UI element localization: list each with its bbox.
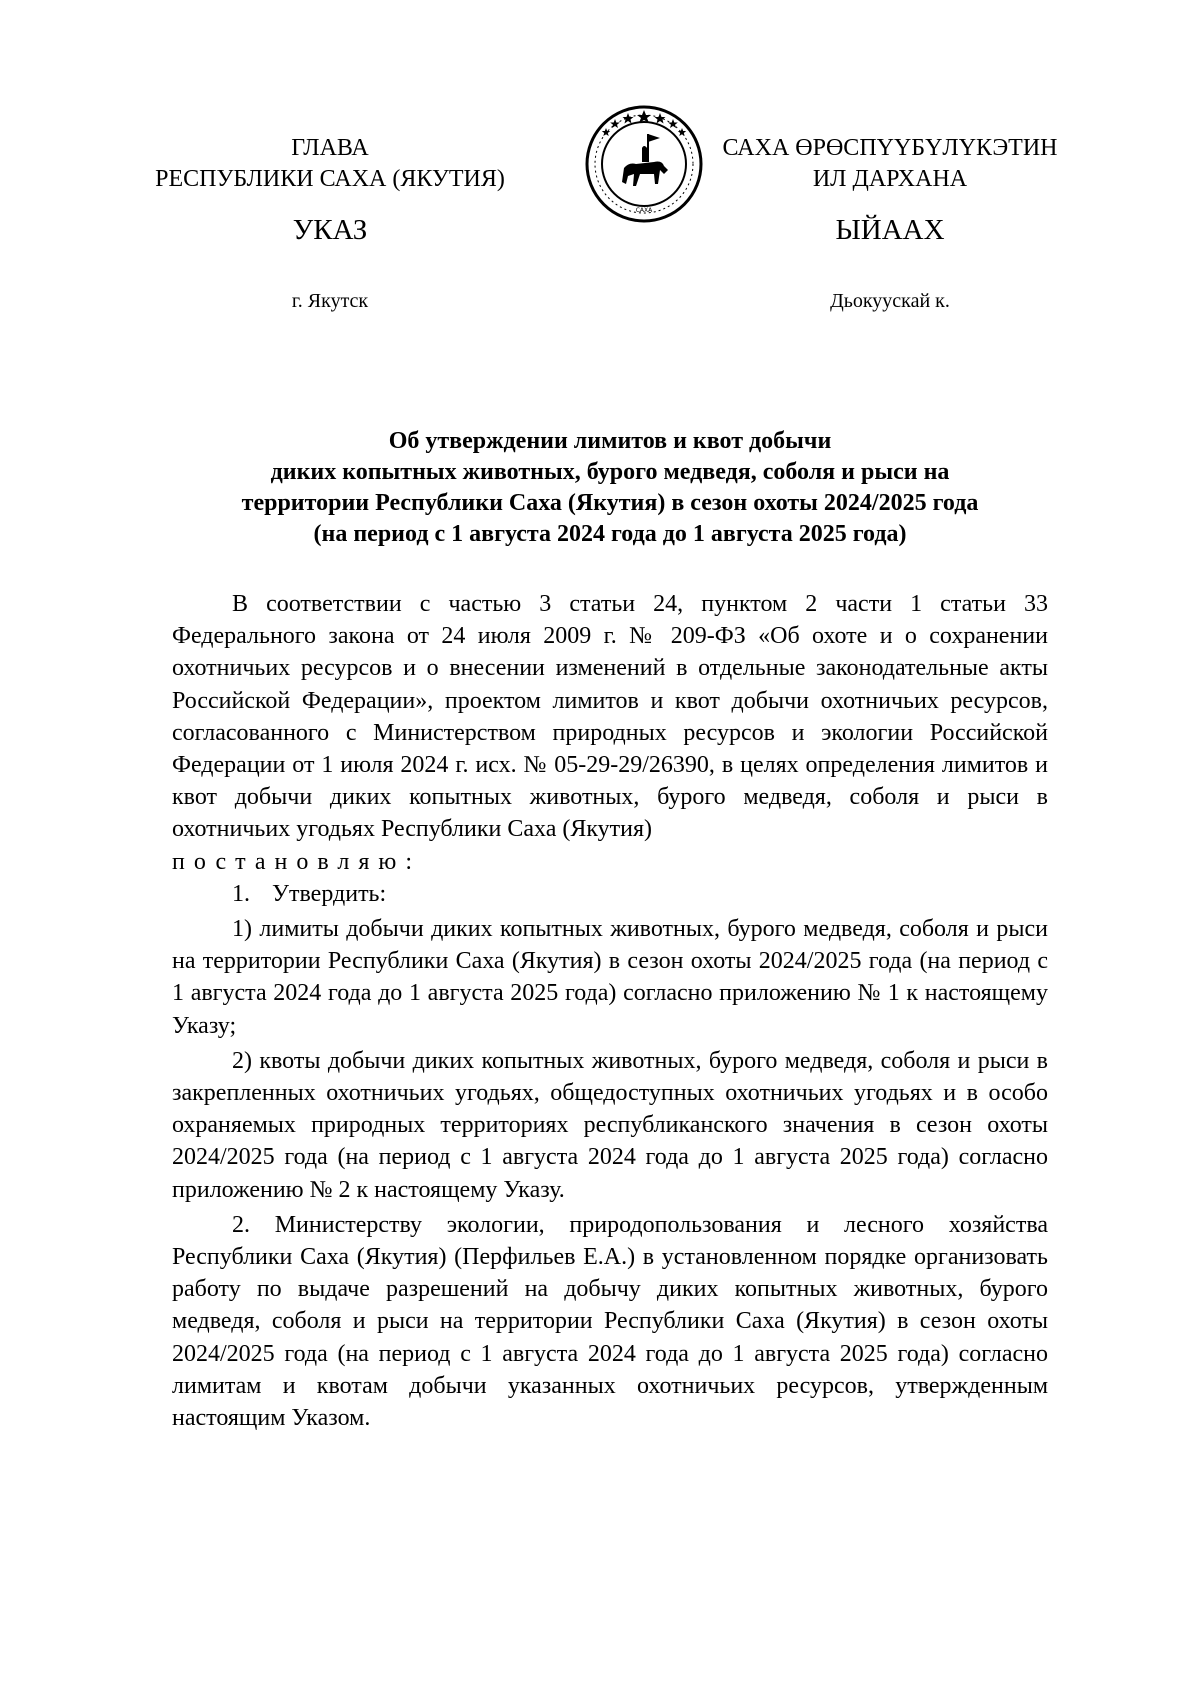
subitem-1-paragraph: 1) лимиты добычи диких копытных животных, бурого медведя, соболя и рыси на территории Республики Саха (Якутия) в сезон охоты 2024/2025 года (на период с 1 августа 2024 года до 1 августа 2025 года) согласно приложению № 1 к настоящему Указу;: [172, 916, 1048, 1039]
item-1: [172, 878, 1048, 910]
document-type-ru: УКАЗ: [292, 214, 368, 246]
header-right-authority: [700, 133, 1080, 195]
svg-text:САХА: САХА: [635, 207, 653, 214]
title-line-2: диких копытных животных, бурого медведя, соболя и рыси на: [270, 459, 950, 485]
document-body: [172, 588, 1048, 1434]
title-line-4: (на период с 1 августа 2024 года до 1 августа 2025 года): [313, 521, 907, 547]
authority-title-sakha: САХА ӨРӨСПҮҮБҮЛҮКЭТИН: [722, 135, 1058, 161]
document-type-sakha: ЫЙААХ: [835, 214, 945, 246]
authority-subtitle-ru: РЕСПУБЛИКИ САХА (ЯКУТИЯ): [155, 166, 505, 192]
title-line-1: Об утверждении лимитов и квот добычи: [388, 428, 832, 454]
authority-title-ru: ГЛАВА: [291, 135, 369, 161]
preamble-paragraph: В соответствии с частью 3 статьи 24, пунктом 2 части 1 статьи 33 Федерального закона от 24 июля 2009 г. № 209-ФЗ «Об охоте и о сохранении охотничьих ресурсов и о внесении изменений в отдельные законодательные акты Российской Федерации», проектом лимитов и квот добычи охотничьих ресурсов, согласованного с Министерством природных ресурсов и экологии Российской Федерации от 1 июля 2024 г. исх. № 05-29-29/26390, в целях определения лимитов и квот добычи диких копытных животных, бурого медведя, соболя и рыси в охотничьих угодьях Республики Саха (Якутия): [172, 591, 1048, 843]
authority-subtitle-sakha: ИЛ ДАРХАНА: [812, 166, 968, 192]
item-1-number: 1.: [232, 880, 250, 907]
place-ru: г. Якутск: [291, 290, 369, 312]
title-line-3: территории Республики Саха (Якутия) в сезон охоты 2024/2025 года: [241, 490, 979, 516]
item-1-text: Утвердить:: [272, 880, 387, 907]
document-title: [160, 426, 1060, 550]
item-2-paragraph: 2. Министерству экологии, природопользования и лесного хозяйства Республики Саха (Якутия) (Перфильев Е.А.) в установленном порядке организовать работу по выдаче разрешений на добычу диких копытных животных, бурого медведя, соболя и рыси на территории Республики Саха (Якутия) в сезон охоты 2024/2025 года (на период с 1 августа 2024 года до 1 августа 2025 года) согласно лимитам и квотам добычи указанных охотничьих ресурсов, утвержденным настоящим Указом.: [172, 1211, 1048, 1432]
decree-word: постановляю:: [172, 848, 421, 875]
republic-sakha-emblem-icon: [584, 104, 704, 224]
header-left-authority: [130, 133, 530, 195]
subitem-2-paragraph: 2) квоты добычи диких копытных животных, бурого медведя, соболя и рыси в закрепленных охотничьих угодьях, общедоступных охотничьих угодьях и в особо охраняемых природных территориях республиканского значения в сезон охоты 2024/2025 года (на период с 1 августа 2024 года до 1 августа 2025 года) согласно приложению № 2 к настоящему Указу.: [172, 1047, 1048, 1203]
place-sakha: Дьокуускай к.: [830, 290, 950, 312]
